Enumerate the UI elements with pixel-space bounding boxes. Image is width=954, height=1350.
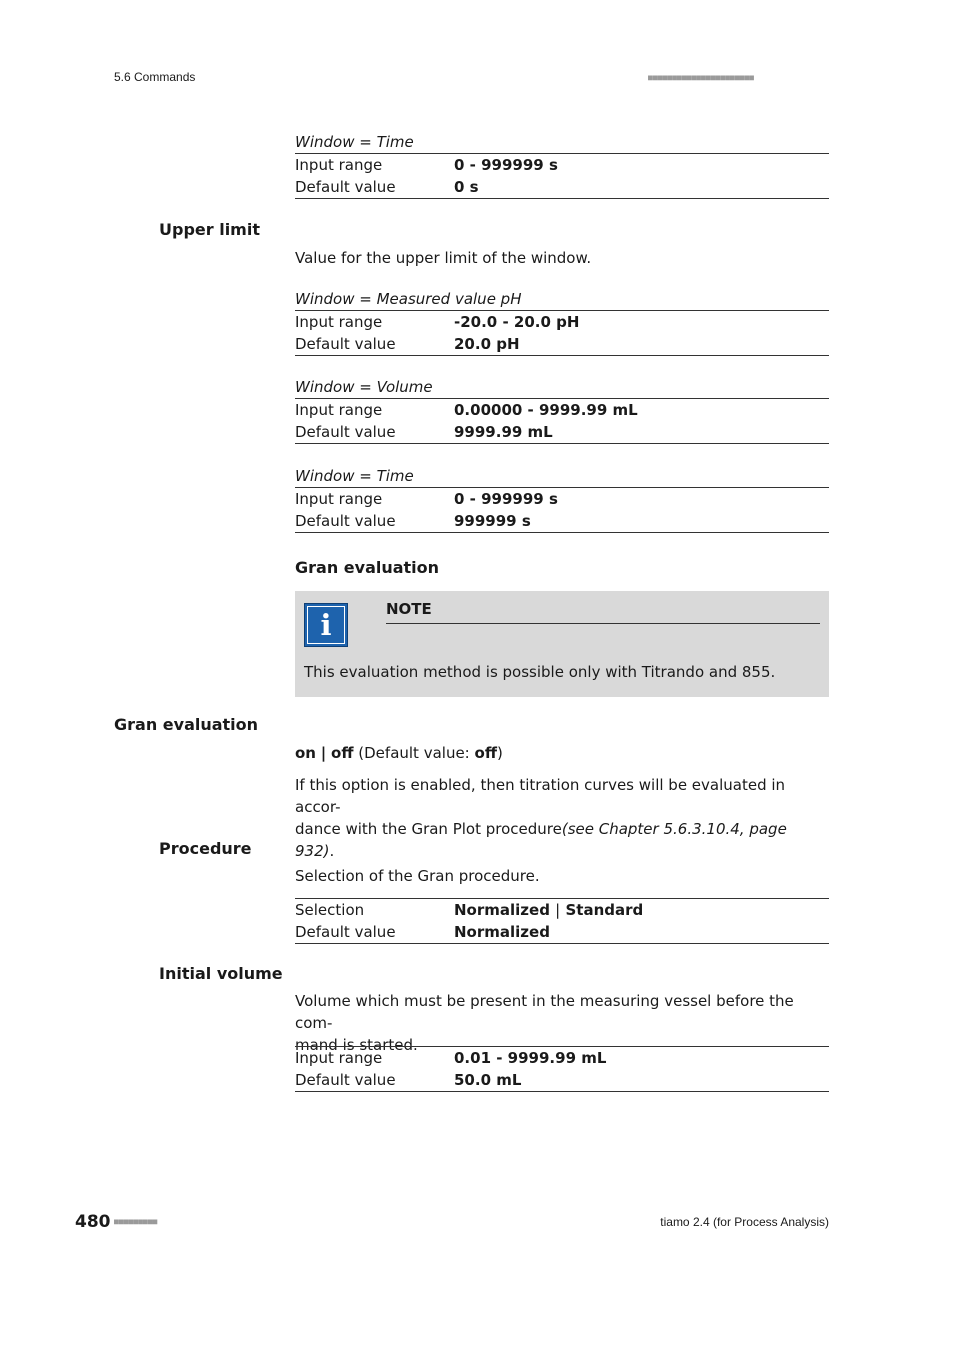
table-row [295,311,829,333]
row-value: 0 - 999999 s [454,156,558,174]
table-row [295,1069,829,1091]
row-value: 9999.99 mL [454,423,553,441]
table-volume [295,377,829,444]
footer-product: tiamo 2.4 (for Process Analysis) [660,1215,829,1229]
table-row [295,1047,829,1069]
option-off: off [331,744,354,762]
row-label: Default value [295,512,396,530]
row-label: Default value [295,178,396,196]
table-row [295,333,829,355]
note-text: This evaluation method is possible only with Titrando and 855. [304,663,776,681]
row-label: Input range [295,401,383,419]
table-caption: Window = Volume [295,377,829,399]
upper-limit-description: Value for the upper limit of the window. [295,249,592,267]
table-row [295,899,829,921]
table-procedure [295,898,829,944]
selection-separator: | [555,901,561,919]
default-prefix: (Default value: [358,744,475,762]
table-row [295,921,829,943]
gran-evaluation-options [295,742,829,764]
table-row [295,399,829,421]
procedure-heading: Procedure [159,839,252,858]
desc-line [295,818,829,862]
default-value: off [474,744,497,762]
row-label: Input range [295,156,383,174]
footer-dots: ■■■■■■■■■ [114,1217,158,1226]
row-value: -20.0 - 20.0 pH [454,313,580,331]
row-value: 999999 s [454,512,531,530]
row-value: 50.0 mL [454,1071,522,1089]
gran-evaluation-heading: Gran evaluation [114,715,259,734]
selection-standard: Standard [565,901,644,919]
table-time-lower-limit [295,132,829,199]
row-value: 20.0 pH [454,335,520,353]
table-row [295,154,829,176]
row-value: 0 - 999999 s [454,490,558,508]
option-on: on [295,744,316,762]
table-row [295,488,829,510]
selection-normalized: Normalized [454,901,550,919]
row-value: 0 s [454,178,479,196]
procedure-description: Selection of the Gran procedure. [295,867,540,885]
note-box [295,591,829,697]
row-label: Default value [295,423,396,441]
table-row [295,421,829,443]
row-label: Input range [295,490,383,508]
row-label: Selection [295,901,365,919]
chapter-reference-link[interactable]: (see Chapter 5.6.3.10.4, page 932) [295,820,787,860]
table-initial-volume [295,1046,829,1092]
row-value: 0.00000 - 9999.99 mL [454,401,638,419]
desc-line: mand is started. [295,1036,418,1054]
desc-end: . [329,842,335,860]
default-suffix: ) [496,744,503,762]
row-value [454,899,643,921]
page-number: 480 [75,1212,111,1232]
table-row [295,176,829,198]
table-row [295,510,829,532]
info-icon: i [304,603,348,647]
option-separator: | [320,744,327,762]
row-value: 0.01 - 9999.99 mL [454,1049,607,1067]
row-label: Default value [295,1071,396,1089]
row-label: Default value [295,923,396,941]
row-label: Default value [295,335,396,353]
desc-line: Volume which must be present in the measuring vessel before the com- [295,992,794,1032]
desc-line: If this option is enabled, then titration curves will be evaluated in accor- [295,776,786,816]
table-ph [295,289,829,356]
upper-limit-heading: Upper limit [159,220,260,239]
note-title: NOTE [386,600,820,624]
table-caption: Window = Time [295,466,829,488]
running-header-section: 5.6 Commands [114,70,196,84]
initial-volume-heading: Initial volume [159,964,283,983]
table-time-upper-limit [295,466,829,533]
gran-evaluation-description [295,774,829,862]
table-caption: Window = Time [295,132,829,154]
table-caption: Window = Measured value pH [295,289,829,311]
row-value: Normalized [454,923,550,941]
gran-section-heading: Gran evaluation [295,558,440,577]
desc-text: dance with the Gran Plot procedure [295,820,562,838]
row-label: Input range [295,313,383,331]
row-label: Input range [295,1049,383,1067]
running-header-dots: ■■■■■■■■■■■■■■■■■■■■■■ [648,73,754,82]
